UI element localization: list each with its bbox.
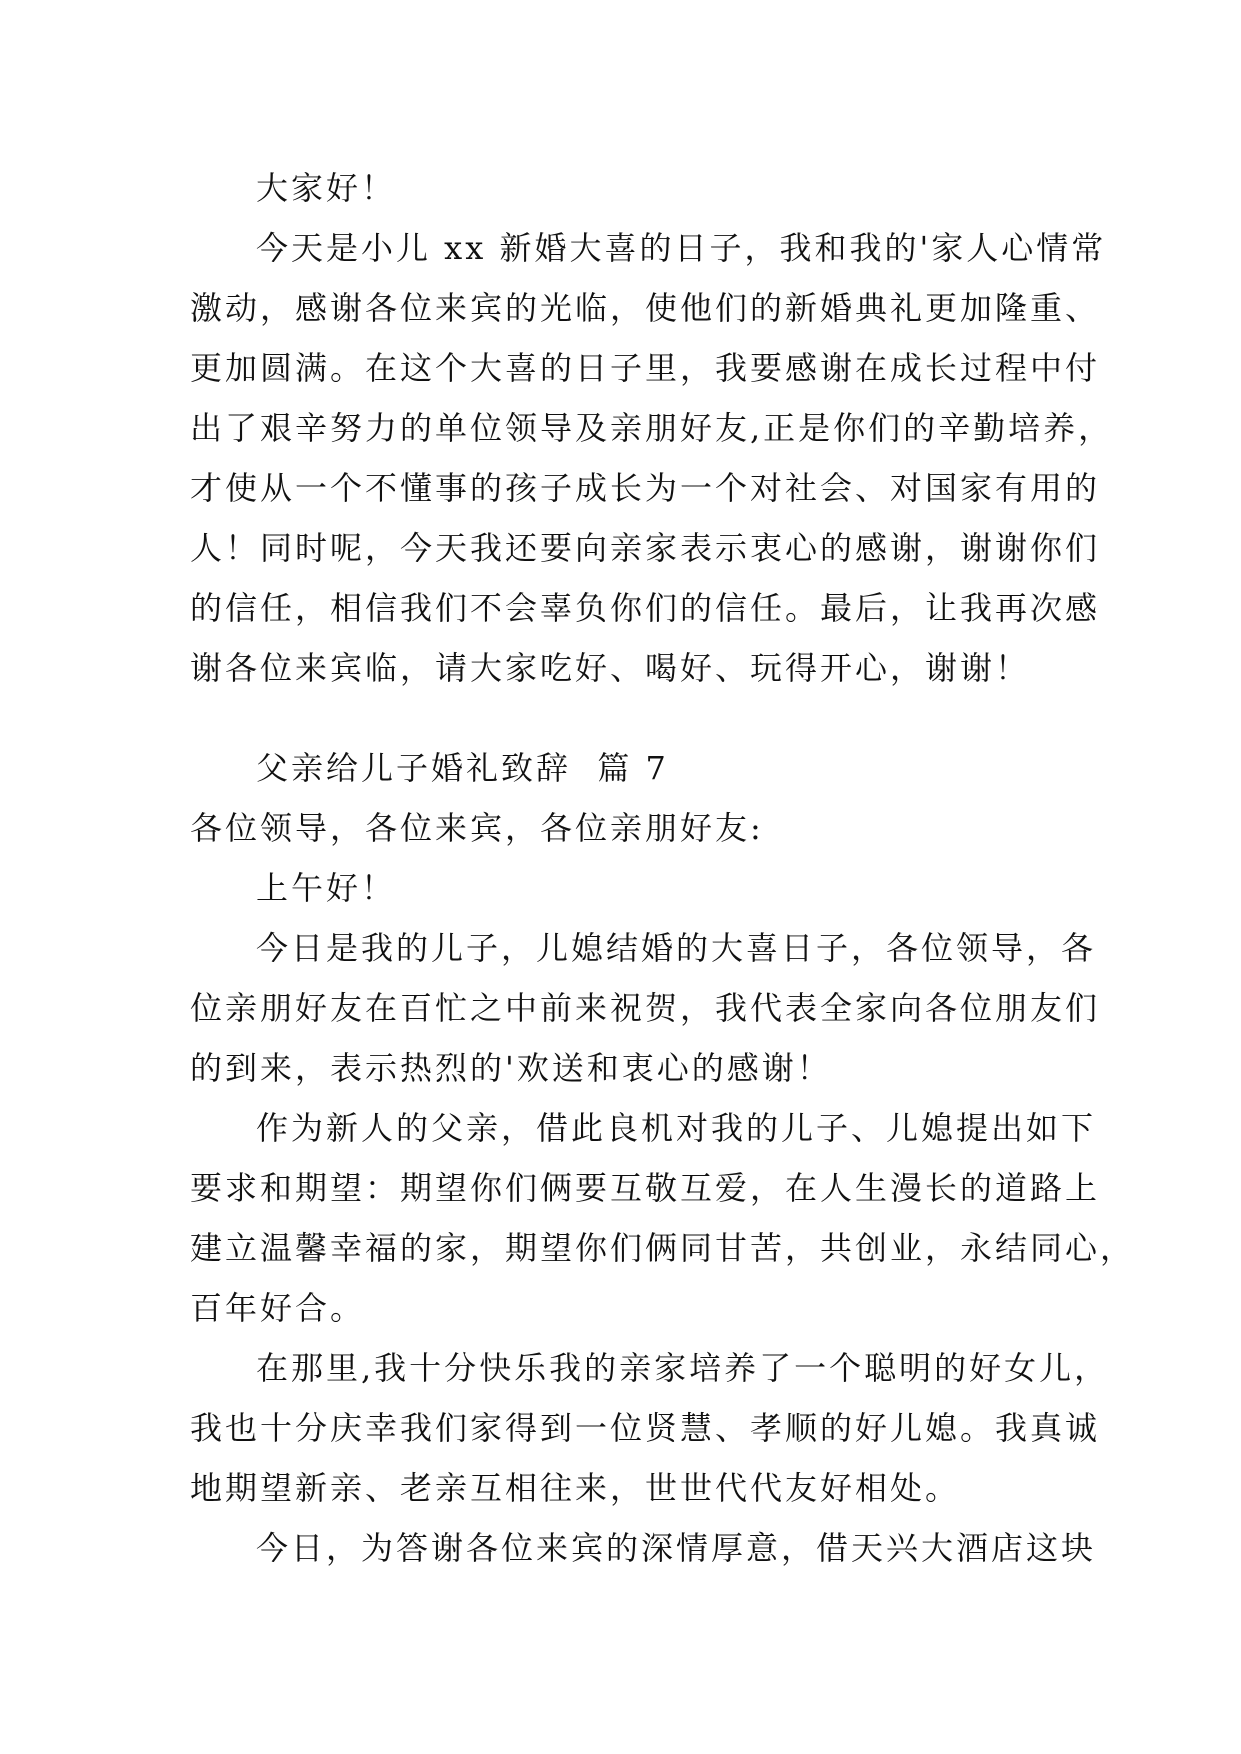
paragraph-line: 激动，感谢各位来宾的光临，使他们的新婚典礼更加隆重、 bbox=[190, 289, 1101, 327]
paragraph-line: 今日，为答谢各位来宾的深情厚意，借天兴大酒店这块 bbox=[256, 1529, 1097, 1567]
paragraph-line: 谢各位来宾临，请大家吃好、喝好、玩得开心，谢谢！ bbox=[190, 649, 1031, 687]
paragraph-line: 作为新人的父亲，借此良机对我的儿子、儿媳提出如下 bbox=[256, 1109, 1097, 1147]
paragraph-line: 地期望新亲、老亲互相往来，世世代代友好相处。 bbox=[190, 1469, 961, 1507]
greeting-line: 上午好！ bbox=[256, 869, 397, 907]
paragraph-line: 百年好合。 bbox=[190, 1289, 366, 1327]
greeting-line: 大家好！ bbox=[256, 169, 397, 207]
paragraph-line: 我也十分庆幸我们家得到一位贤慧、孝顺的好儿媳。我真诚 bbox=[190, 1409, 1101, 1447]
paragraph-line: 今天是小儿 xx 新婚大喜的日子，我和我的'家人心情常 bbox=[256, 229, 1107, 267]
paragraph-line: 位亲朋好友在百忙之中前来祝贺，我代表全家向各位朋友们 bbox=[190, 989, 1101, 1027]
paragraph-line: 才使从一个不懂事的孩子成长为一个对社会、对国家有用的 bbox=[190, 469, 1101, 507]
paragraph-line: 的信任，相信我们不会辜负你们的信任。最后，让我再次感 bbox=[190, 589, 1101, 627]
salutation-line: 各位领导，各位来宾，各位亲朋好友: bbox=[190, 809, 764, 847]
paragraph-line: 要求和期望：期望你们俩要互敬互爱，在人生漫长的道路上 bbox=[190, 1169, 1101, 1207]
paragraph-line: 人！同时呢，今天我还要向亲家表示衷心的感谢，谢谢你们 bbox=[190, 529, 1101, 567]
paragraph-line: 在那里,我十分快乐我的亲家培养了一个聪明的好女儿， bbox=[256, 1349, 1110, 1387]
paragraph-line: 建立温馨幸福的家，期望你们俩同甘苦，共创业，永结同心， bbox=[190, 1229, 1136, 1267]
paragraph-line: 今日是我的儿子，儿媳结婚的大喜日子，各位领导，各 bbox=[256, 929, 1097, 967]
section-heading: 父亲给儿子婚礼致辞 篇 7 bbox=[256, 749, 669, 787]
paragraph-line: 出了艰辛努力的单位领导及亲朋好友,正是你们的辛勤培养， bbox=[190, 409, 1114, 447]
paragraph-line: 的到来，表示热烈的'欢送和衷心的感谢！ bbox=[190, 1049, 832, 1087]
paragraph-line: 更加圆满。在这个大喜的日子里，我要感谢在成长过程中付 bbox=[190, 349, 1101, 387]
